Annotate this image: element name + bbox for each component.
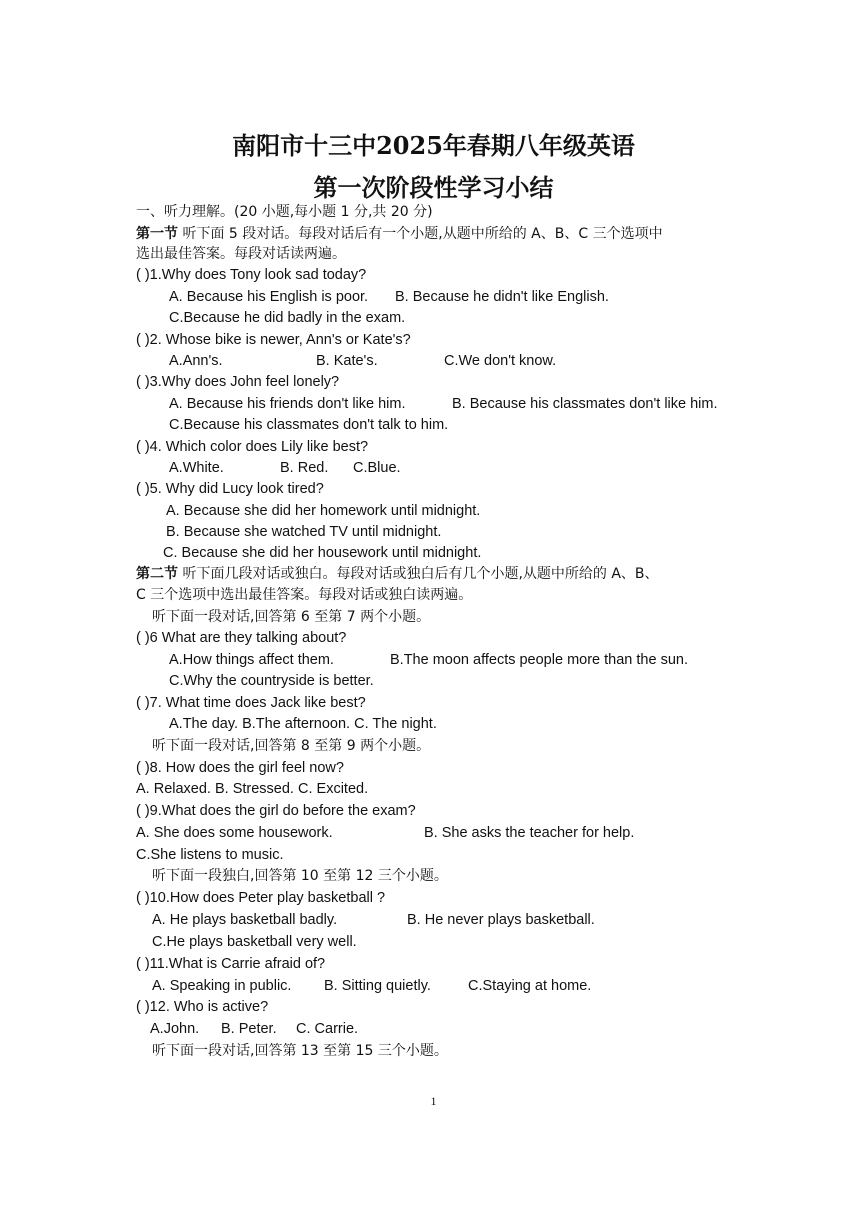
q6-option-b: B.The moon affects people more than the sun. <box>390 652 688 668</box>
q5-stem: ( )5. Why did Lucy look tired? <box>136 481 324 497</box>
q3-option-a: A. Because his friends don't like him. <box>169 396 406 412</box>
title-line-2: 第一次阶段性学习小结 <box>313 173 554 202</box>
q9-option-a: A. She does some housework. <box>136 825 333 841</box>
q11-stem: ( )11.What is Carrie afraid of? <box>136 956 326 972</box>
q6-option-a: A.How things affect them. <box>169 652 334 668</box>
q11-option-a: A. Speaking in public. <box>152 978 292 994</box>
q12-option-b: B. Peter. <box>221 1021 277 1037</box>
q11-option-c: C.Staying at home. <box>468 978 592 994</box>
q5-option-b: B. Because she watched TV until midnight. <box>166 524 442 540</box>
q1-option-b: B. Because he didn't like English. <box>395 289 609 305</box>
q2-stem: ( )2. Whose bike is newer, Ann's or Kate's? <box>136 332 411 348</box>
section-heading: 一、听力理解。(20 小题,每小题 1 分,共 20 分) <box>136 204 433 220</box>
dialog-1-intro: 听下面一段对话,回答第 6 至第 7 两个小题。 <box>152 609 431 625</box>
q4-option-b: B. Red. <box>280 460 329 476</box>
q12-option-c: C. Carrie. <box>296 1021 359 1037</box>
q4-stem: ( )4. Which color does Lily like best? <box>136 439 369 455</box>
q1-option-a: A. Because his English is poor. <box>169 289 369 305</box>
part2-instructions-a <box>136 565 659 583</box>
q7-options: A.The day. B.The afternoon. C. The night. <box>169 716 437 732</box>
q3-option-b: B. Because his classmates don't like him. <box>452 396 718 412</box>
q10-option-a: A. He plays basketball badly. <box>152 912 338 928</box>
q3-option-c: C.Because his classmates don't talk to him. <box>169 417 449 433</box>
part1-text-a: 听下面 5 段对话。每段对话后有一个小题,从题中所给的 A、B、C 三个选项中 <box>182 226 663 242</box>
part2-text-a: 听下面几段对话或独白。每段对话或独白后有几个小题,从题中所给的 A、B、 <box>182 566 659 582</box>
q8-options: A. Relaxed. B. Stressed. C. Excited. <box>136 781 369 797</box>
monolog-intro: 听下面一段独白,回答第 10 至第 12 三个小题。 <box>152 868 448 884</box>
q9-option-b: B. She asks the teacher for help. <box>424 825 635 841</box>
q5-option-c: C. Because she did her housework until midnight. <box>163 545 482 561</box>
q4-option-c: C.Blue. <box>353 460 401 476</box>
q9-option-c: C.She listens to music. <box>136 847 284 863</box>
q9-stem: ( )9.What does the girl do before the exam? <box>136 803 416 819</box>
title-line-1: 南阳市十三中2025年春期八年级英语 <box>232 131 635 160</box>
q2-option-b: B. Kate's. <box>316 353 378 369</box>
q8-stem: ( )8. How does the girl feel now? <box>136 760 344 776</box>
q2-option-a: A.Ann's. <box>169 353 223 369</box>
part2-instructions-b: C 三个选项中选出最佳答案。每段对话或独白读两遍。 <box>136 587 473 603</box>
part1-instructions-a <box>136 225 663 243</box>
page-number: 1 <box>430 1094 437 1108</box>
q11-option-b: B. Sitting quietly. <box>324 978 431 994</box>
q5-option-a: A. Because she did her homework until midnight. <box>166 503 481 519</box>
q2-option-c: C.We don't know. <box>444 353 557 369</box>
q1-option-c: C.Because he did badly in the exam. <box>169 310 406 326</box>
part2-label: 第二节 <box>136 566 178 582</box>
q3-stem: ( )3.Why does John feel lonely? <box>136 374 340 390</box>
q1-stem: ( )1.Why does Tony look sad today? <box>136 267 367 283</box>
dialog-2-intro: 听下面一段对话,回答第 8 至第 9 两个小题。 <box>152 738 431 754</box>
q12-option-a: A.John. <box>150 1021 200 1037</box>
q7-stem: ( )7. What time does Jack like best? <box>136 695 366 711</box>
q10-option-c: C.He plays basketball very well. <box>152 934 357 950</box>
q10-option-b: B. He never plays basketball. <box>407 912 595 928</box>
q10-stem: ( )10.How does Peter play basketball ? <box>136 890 386 906</box>
part1-instructions-b: 选出最佳答案。每段对话读两遍。 <box>136 246 346 262</box>
q6-option-c: C.Why the countryside is better. <box>169 673 374 689</box>
q12-stem: ( )12. Who is active? <box>136 999 269 1015</box>
q6-stem: ( )6 What are they talking about? <box>136 630 347 646</box>
part1-label: 第一节 <box>136 226 178 242</box>
q4-option-a: A.White. <box>169 460 224 476</box>
dialog-3-intro: 听下面一段对话,回答第 13 至第 15 三个小题。 <box>152 1043 448 1059</box>
